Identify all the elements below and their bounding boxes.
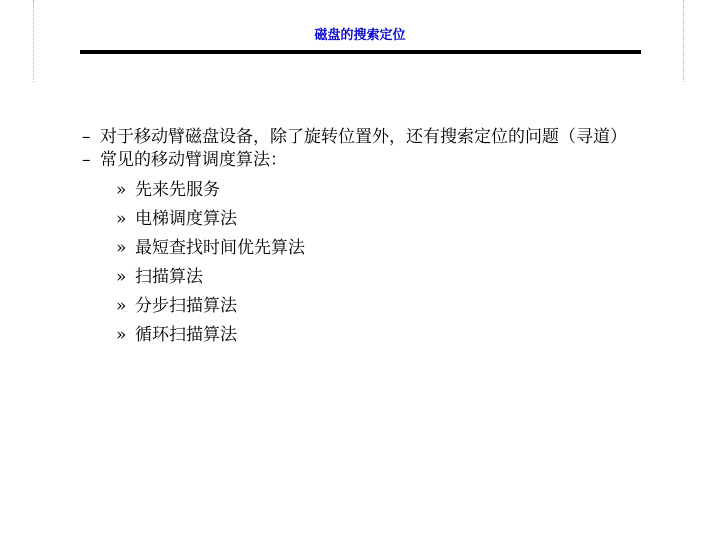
list-item-text: 循环扫描算法 <box>135 325 237 345</box>
bullet-dash: – <box>82 150 91 170</box>
list-item <box>116 292 682 321</box>
sub-bullet-marker: » <box>116 267 127 287</box>
sub-bullet-marker: » <box>116 238 127 258</box>
bullet-dash: – <box>82 127 91 147</box>
list-item <box>116 205 682 234</box>
list-item-text: 扫描算法 <box>135 267 203 287</box>
title-underline <box>80 50 641 54</box>
list-item-text: 电梯调度算法 <box>135 209 237 229</box>
list-item-text: 最短查找时间优先算法 <box>135 238 305 258</box>
list-item <box>116 234 682 263</box>
sub-bullet-marker: » <box>116 296 127 316</box>
list-item <box>116 176 682 205</box>
bullet-algorithms-heading <box>82 149 682 172</box>
list-item-text: 先来先服务 <box>135 180 220 200</box>
algorithm-list <box>82 176 682 350</box>
slide-body <box>82 126 682 350</box>
sub-bullet-marker: » <box>116 209 127 229</box>
slide-title: 磁盘的搜索定位 <box>314 28 406 43</box>
sub-bullet-marker: » <box>116 325 127 345</box>
bullet-text: 对于移动臂磁盘设备，除了旋转位置外，还有搜索定位的问题（寻道） <box>100 127 627 147</box>
list-item <box>116 263 682 292</box>
sub-bullet-marker: » <box>116 180 127 200</box>
list-item-text: 分步扫描算法 <box>135 296 237 316</box>
list-item <box>116 321 682 350</box>
bullet-seek-intro <box>82 126 682 149</box>
bullet-text: 常见的移动臂调度算法： <box>100 150 287 170</box>
